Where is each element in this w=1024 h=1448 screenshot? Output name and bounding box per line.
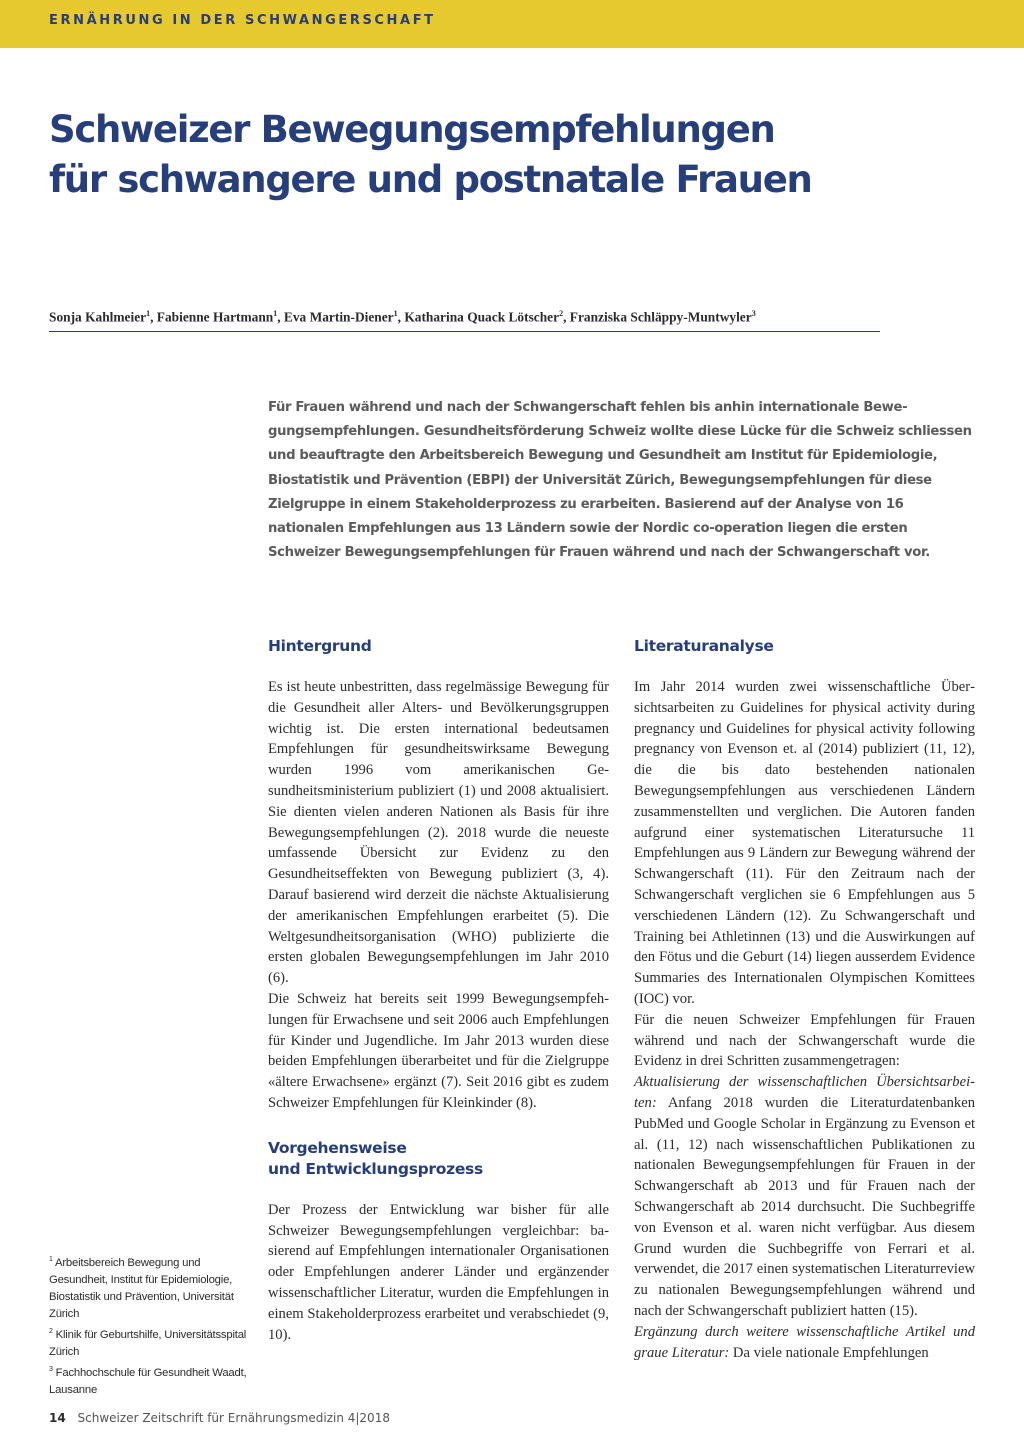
author: Fabienne Hartmann — [156, 309, 274, 325]
page-number: 14 — [49, 1411, 66, 1425]
footnote: $^3$ Fachhochschule für Gesundheit Waadt, Lausanne — [49, 1366, 247, 1396]
heading-line: und Entwicklungsprozess — [268, 1159, 483, 1178]
author: Franziska Schläppy-Muntwyler — [569, 309, 752, 325]
section-kicker: ERNÄHRUNG IN DER SCHWANGERSCHAFT — [49, 13, 436, 28]
heading-line: Vorgehensweise — [268, 1138, 407, 1157]
article-title — [49, 105, 949, 205]
paragraph: Für die neuen Schweizer Empfehlungen für Frauen während und nach der Schwangerschaft wurde die Evidenz in drei Schritten zusammengetragen: — [634, 1011, 975, 1070]
section-header-band — [0, 0, 1024, 48]
author: Sonja Kahlmeier — [49, 309, 147, 325]
italic-lead-in: Aktualisierung der wissenschaftlichen Übersichtsarbeiten: — [634, 1074, 975, 1111]
paragraph: Die Schweiz hat bereits seit 1999 Bewegungsempfehlungen für Erwachsene und seit 2006 auch Empfehlungen für Kinder und Jugendliche. Im Jahr 2013 wurden diese beiden Empfehlungen überarbeitet und für die Zielgruppe «ältere Erwachsene» ergänzt (7). Seit 2016 gibt es zudem Schweizer Empfehlungen für Kleinkinder (8). — [268, 990, 609, 1111]
body-vorgehensweise — [268, 1200, 609, 1346]
body-literaturanalyse — [634, 677, 975, 1363]
affiliation-footnotes — [49, 1251, 249, 1399]
lead-paragraph: Für Frauen während und nach der Schwangerschaft fehlen bis anhin internationale Bewegungsempfehlungen. Gesundheitsförderung Schweiz wollte diese Lücke für die Schweiz schliessen und beauftragte den Arbeitsbereich Bewegung und Gesundheit am Institut für Epidemiologie, Biostatistik und Prävention (EBPI) der Universität Zürich, Bewegungsempfehlungen für diese Zielgruppe in einem Stakeholderprozess zu erarbeiten. Basierend auf der Analyse von 16 nationalen Empfehlungen aus 13 Ländern sowie der Nordic co-operation liegen die ersten Schweizer Bewegungsempfehlungen für Frauen während und nach der Schwangerschaft vor. — [268, 400, 972, 561]
affiliation-marker: 2 — [559, 309, 564, 318]
affiliation-marker: 1 — [146, 309, 151, 318]
title-line-2: für schwangere und postnatale Frauen — [49, 158, 812, 201]
paragraph — [634, 1322, 975, 1364]
paragraph: Im Jahr 2014 wurden zwei wissenschaftliche Übersichtsarbeiten zu Guidelines for physical activity during pregnancy und Guidelines for physical activity following pregnancy von Evenson et. al (2014) publiziert (11, 12), die die bis dato bestehenden nationalen Bewegungsempfehlungen aus verschiedenen Ländern zusammenstellten und verglichen. Die Autoren fanden aufgrund einer systematischen Literatursuche 11 Empfehlungen aus 9 Ländern zur Bewegung während der Schwangerschaft (11). Für den Zeitraum nach der Schwangerschaft verglichen sie 6 Empfehlungen aus 5 verschiedenen Ländern (12). Zu Schwangerschaft und Training bei Athletinnen (13) und die Auswirkungen auf den Fötus und die Geburt (14) liegen ausserdem Evidence Summaries des Internationalen Olympischen Komittees (IOC) vor. — [634, 679, 975, 1007]
title-line-1: Schweizer Bewegungsempfehlungen — [49, 108, 775, 151]
footnote: $^1$ Arbeitsbereich Bewegung und Gesundheit, Institut für Epidemiologie, Biostatistik und Prävention, Universität Zürich — [49, 1256, 234, 1321]
footnote: $^2$ Klinik für Geburtshilfe, Universitätsspital Zürich — [49, 1328, 247, 1358]
column-left — [268, 636, 609, 1345]
paragraph-text: Anfang 2018 wurden die Literaturdatenbanken PubMed und Google Scholar in Ergänzung zu Evenson et al. (11, 12) nach wissenschaftlichen Publikationen zu nationalen Bewegungsempfehlungen für Frauen in der Schwangerschaft ab 2013 und für Frauen nach der Schwangerschaft ab 2014 durchsucht. Die Suchbegriffe von Evenson et al. waren nicht verfügbar. Aus diesem Grund wurden die Suchbegriffe von Ferrari et al. verwendet, die 2017 einen systematischen Literaturreview zu nationalen Bewegungsempfehlungen während und nach der Schwangerschaft publiziert hatten (15). — [634, 1094, 975, 1319]
column-right — [634, 636, 975, 1363]
heading-vorgehensweise — [268, 1138, 609, 1180]
heading-literaturanalyse: Literaturanalyse — [634, 637, 774, 655]
paragraph-text: Da viele nationale Empfehlungen — [729, 1344, 929, 1361]
heading-hintergrund: Hintergrund — [268, 637, 372, 655]
affiliation-marker: 3 — [751, 309, 756, 318]
paragraph — [634, 1072, 975, 1322]
author-list: Sonja Kahlmeier$^1$, Fabienne Hartmann$^1$, Eva Martin-Diener$^1$, Katharina Quack Lötscher$^2$, Franziska Schläppy-Muntwyler$^3$ — [49, 309, 880, 332]
author: Eva Martin-Diener — [283, 309, 394, 325]
body-hintergrund — [268, 677, 609, 1114]
paragraph: Es ist heute unbestritten, dass regelmässige Bewegung für die Gesundheit aller Alters- und Bevölkerungsgruppen wichtig ist. Die ersten international bedeutsamen Empfehlungen für gesundheitswirksame Bewegung wurden 1996 vom amerikanischen Gesundheitsministerium publiziert (1) und 2008 aktualisiert. Sie dienten vielen anderen Nationen als Basis für ihre Bewegungsempfehlungen (2). 2018 wurde die neueste umfassende Übersicht zur Evidenz zu den Gesundheitseffekten von Bewegung publiziert (3, 4). Darauf basierend wird derzeit die nächste Aktualisierung der amerikanischen Empfehlungen erarbeitet (5). Die Weltgesundheitsorganisation (WHO) publizierte die ersten globalen Bewegungsempfehlungen im Jahr 2010 (6). — [268, 679, 609, 987]
paragraph: Der Prozess der Entwicklung war bisher für alle Schweizer Bewegungsempfehlungen vergleichbar: basierend auf Empfehlungen internationaler Organisationen oder Empfehlungen anderer Länder und ergänzender wissenschaftlicher Literatur, wurden die Empfehlungen in einem Stakeholderprozess erarbeitet und verabschiedet (9, 10). — [268, 1201, 609, 1343]
journal-name: Schweizer Zeitschrift für Ernährungsmedizin 4|2018 — [77, 1411, 390, 1425]
page-footer — [49, 1411, 390, 1425]
author: Katharina Quack Lötscher — [404, 309, 560, 325]
affiliation-marker: 1 — [393, 309, 398, 318]
affiliation-marker: 1 — [273, 309, 278, 318]
italic-lead-in: Ergänzung durch weitere wissenschaftliche Artikel und graue Literatur: — [634, 1323, 975, 1361]
